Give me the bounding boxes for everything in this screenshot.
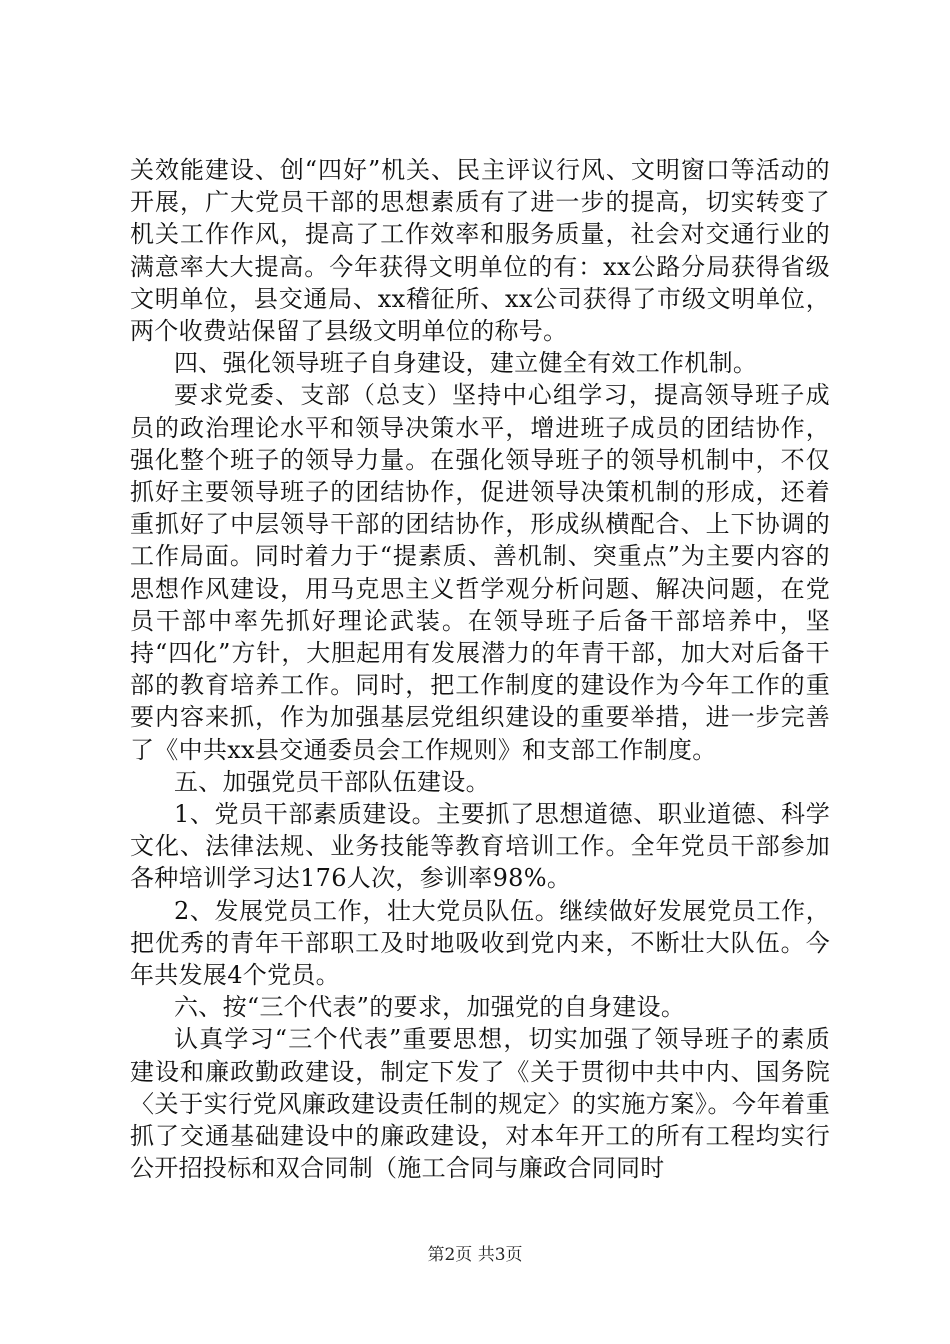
paragraph-1: 关效能建设、创“四好”机关、民主评议行风、文明窗口等活动的开展，广大党员干部的思想素质有了进一步的提高，切实转变了机关工作作风，提高了工作效率和服务质量，社会对交通行业的满意率大大提高。今年获得文明单位的有：xx公路分局获得省级文明单位，县交通局、xx稽征所、xx公司获得了市级文明单位，两个收费站保留了县级文明单位的称号。 — [130, 156, 830, 346]
paragraph-5: 1、党员干部素质建设。主要抓了思想道德、职业道德、科学文化、法律法规、业务技能等教育培训工作。全年党员干部参加各种培训学习达176人次，参训率98%。 — [130, 800, 830, 893]
document-body — [130, 154, 830, 1185]
paragraph-4-heading-five: 五、加强党员干部队伍建设。 — [174, 767, 490, 796]
paragraph-8: 认真学习“三个代表”重要思想，切实加强了领导班子的素质建设和廉政勤政建设，制定下发了《关于贯彻中共中内、国务院〈关于实行党风廉政建设责任制的规定〉的实施方案》。今年着重抓了交通基础建设中的廉政建设，对本年开工的所有工程均实行公开招投标和双合同制（施工合同与廉政合同同时 — [130, 1025, 830, 1183]
paragraph-7-heading-six: 六、按“三个代表”的要求，加强党的自身建设。 — [174, 993, 686, 1022]
paragraph-6: 2、发展党员工作，壮大党员队伍。继续做好发展党员工作，把优秀的青年干部职工及时地吸收到党内来，不断壮大队伍。今年共发展4个党员。 — [130, 896, 830, 990]
paragraph-2-heading-four: 四、强化领导班子自身建设，建立健全有效工作机制。 — [174, 349, 758, 378]
paragraph-3: 要求党委、支部（总支）坚持中心组学习，提高领导班子成员的政治理论水平和领导决策水平，增进班子成员的团结协作，强化整个班子的领导力量。在强化领导班子的领导机制中，不仅抓好主要领导班子的团结协作，促进领导决策机制的形成，还着重抓好了中层领导干部的团结协作，形成纵横配合、上下协调的工作局面。同时着力于“提素质、善机制、突重点”为主要内容的思想作风建设，用马克思主义哲学观分析问题、解决问题，在党员干部中率先抓好理论武装。在领导班子后备干部培养中，坚持“四化”方针，大胆起用有发展潜力的年青干部，加大对后备干部的教育培养工作。同时，把工作制度的建设作为今年工作的重要内容来抓，作为加强基层党组织建设的重要举措，进一步完善了《中共xx县交通委员会工作规则》和支部工作制度。 — [130, 381, 830, 764]
page-footer: 第2页 共3页 — [427, 1245, 523, 1265]
